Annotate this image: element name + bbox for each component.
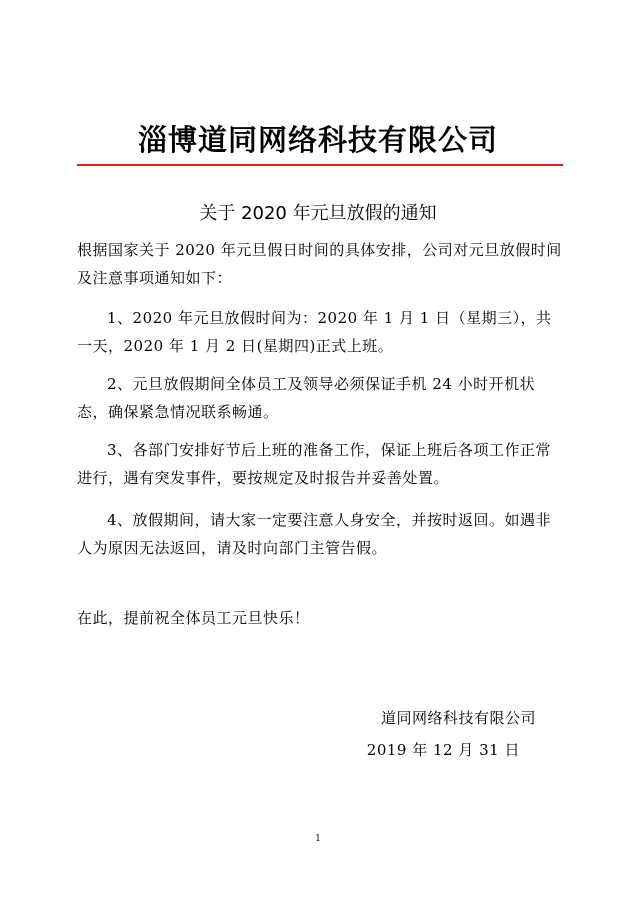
notice-item-2: 2、元旦放假期间全体员工及领导必须保证手机 24 小时开机状态，确保紧急情况联系畅通。 [77, 375, 536, 421]
notice-item-3: 3、各部门安排好节后上班的准备工作，保证上班后各项工作正常进行，遇有突发事件，要按规定及时报告并妥善处置。 [77, 441, 552, 487]
signature-company: 道同网络科技有限公司 [380, 709, 536, 727]
header-red-rule [77, 164, 563, 166]
page-number: 1 [315, 834, 321, 844]
signature-date: 2019 年 12 月 31 日 [366, 741, 520, 759]
notice-closing: 在此，提前祝全体员工元旦快乐！ [77, 609, 310, 627]
notice-item-4: 4、放假期间，请大家一定要注意人身安全，并按时返回。如遇非人为原因无法返回，请及时向部门主管告假。 [77, 511, 552, 557]
notice-intro-paragraph: 根据国家关于 2020 年元旦假日时间的具体安排，公司对元旦放假时间及注意事项通知如下： [77, 241, 562, 287]
company-header: 淄博道同网络科技有限公司 [137, 123, 498, 157]
notice-title: 关于 2020 年元旦放假的通知 [199, 203, 437, 224]
notice-item-1: 1、2020 年元旦放假时间为：2020 年 1 月 1 日（星期三），共一天，2020 年 1 月 2 日(星期四)正式上班。 [77, 309, 552, 355]
